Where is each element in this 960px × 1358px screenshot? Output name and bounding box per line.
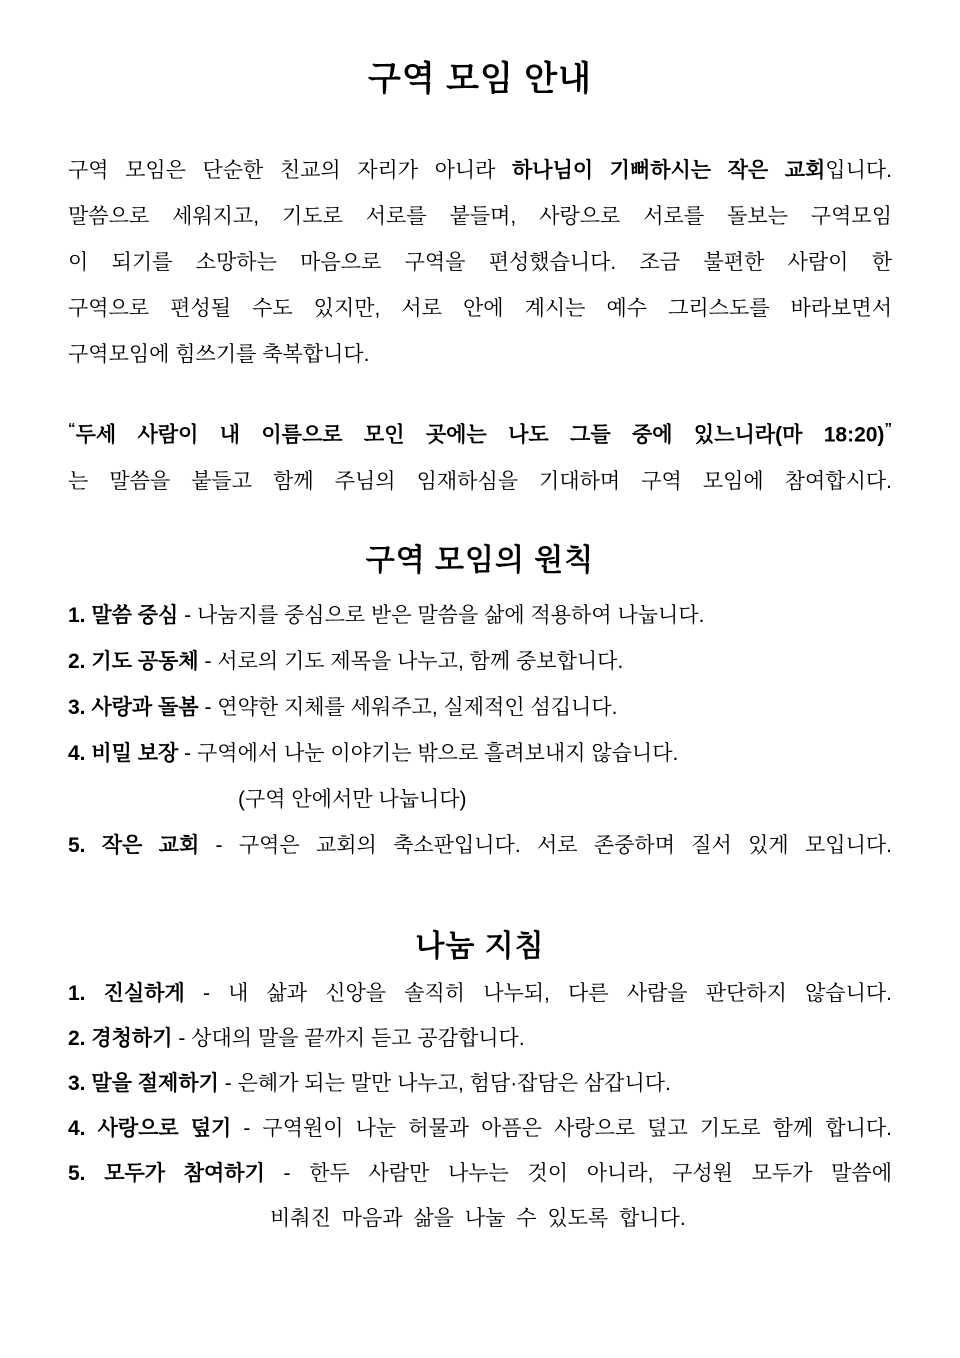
list-item [68,639,892,685]
item-continuation-text: (구역 안에서만 나눕니다) [238,788,467,812]
item-description: 구역은 교회의 축소판입니다. 서로 존중하며 질서 있게 모입니다. [238,834,892,858]
item-label: 모두가 참여하기 [104,1162,265,1186]
text-segment: 구역모임에 힘쓰기를 축복합니다. [68,343,370,366]
verse-followup-line [68,458,892,505]
open-quote-mark: “ [68,420,76,437]
item-number: 3. [68,1072,86,1096]
document-title: 구역 모임 안내 [368,60,592,98]
paragraph-line [68,240,892,286]
item-number: 3. [68,696,86,720]
principles-heading: 구역 모임의 원칙 [365,544,595,578]
item-label: 경청하기 [91,1027,173,1051]
bold-text-segment: 하나님이 기뻐하시는 작은 교회 [512,159,826,182]
intro-paragraph [68,148,892,378]
list-item-continuation [68,1196,892,1241]
item-label: 작은 교회 [101,834,200,858]
item-label: 진실하게 [103,982,185,1006]
item-separator: - [172,1027,192,1051]
list-item [68,1151,892,1196]
item-number: 1. [68,982,86,1006]
list-item-continuation [68,777,892,823]
text-segment: 이 되기를 소망하는 마음으로 구역을 편성했습니다. 조금 불편한 사람이 한 [68,251,892,274]
verse-text: 두세 사람이 내 이름으로 모인 곳에는 나도 그들 중에 있느니라(마 18:20) [75,423,885,447]
list-item [68,731,892,777]
item-number: 4. [68,1117,86,1141]
list-item [68,971,892,1016]
close-quote-mark: ” [884,420,892,437]
item-separator: - [231,1117,263,1141]
item-description: 은혜가 되는 말만 나누고, 험담·잡담은 삼갑니다. [237,1072,671,1096]
item-description: 한두 사람만 나누는 것이 아니라, 구성원 모두가 말씀에 [309,1162,892,1186]
text-segment: 구역 모임은 단순한 친교의 자리가 아니라 [68,159,512,182]
verse-paragraph [68,405,892,505]
item-label: 사랑으로 덮기 [97,1117,232,1141]
item-separator: - [264,1162,310,1186]
item-number: 5. [68,1162,86,1186]
item-description: 구역원이 나눈 허물과 아픔은 사랑으로 덮고 기도로 함께 합니다. [262,1117,892,1141]
item-separator: - [198,696,218,720]
paragraph-line [68,332,892,378]
guidelines-heading: 나눔 지침 [415,930,545,964]
item-description: 내 삶과 신앙을 솔직히 나누되, 다른 사람을 판단하지 않습니다. [228,982,892,1006]
text-segment: 말씀으로 세워지고, 기도로 서로를 붙들며, 사랑으로 서로를 돌보는 구역모임 [68,205,892,228]
list-item [68,1106,892,1151]
list-item [68,685,892,731]
text-segment: 는 말씀을 붙들고 함께 주님의 임재하심을 기대하며 구역 모임에 참여합시다. [68,470,892,494]
item-separator: - [198,650,218,674]
list-item [68,593,892,639]
item-separator: - [178,742,198,766]
list-item [68,823,892,869]
item-description: 서로의 기도 제목을 나누고, 함께 중보합니다. [217,650,624,674]
paragraph-line [68,194,892,240]
text-segment: 구역으로 편성될 수도 있지만, 서로 안에 계시는 예수 그리스도를 바라보면서 [68,297,892,320]
item-number: 1. [68,604,86,628]
item-separator: - [184,982,229,1006]
item-continuation-text: 비춰진 마음과 삶을 나눌 수 있도록 합니다. [270,1207,686,1231]
principles-list [68,593,892,869]
item-label: 비밀 보장 [91,742,179,766]
item-separator: - [178,604,198,628]
item-number: 2. [68,650,86,674]
item-number: 5. [68,834,86,858]
item-description: 상대의 말을 끝까지 듣고 공감합니다. [191,1027,525,1051]
item-label: 말씀 중심 [91,604,179,628]
item-label: 사랑과 돌봄 [91,696,199,720]
item-separator: - [218,1072,238,1096]
item-number: 4. [68,742,86,766]
item-description: 연약한 지체를 세워주고, 실제적인 섬깁니다. [217,696,618,720]
guidelines-list [68,971,892,1241]
list-item [68,1016,892,1061]
paragraph-line [68,148,892,194]
item-description: 나눔지를 중심으로 받은 말씀을 삶에 적용하여 나눕니다. [197,604,705,628]
item-number: 2. [68,1027,86,1051]
item-description: 구역에서 나눈 이야기는 밖으로 흘려보내지 않습니다. [197,742,679,766]
item-label: 기도 공동체 [91,650,199,674]
paragraph-line [68,286,892,332]
text-segment: 입니다. [825,159,892,182]
list-item [68,1061,892,1106]
verse-quote-line [68,405,892,458]
item-label: 말을 절제하기 [91,1072,219,1096]
item-separator: - [199,834,239,858]
